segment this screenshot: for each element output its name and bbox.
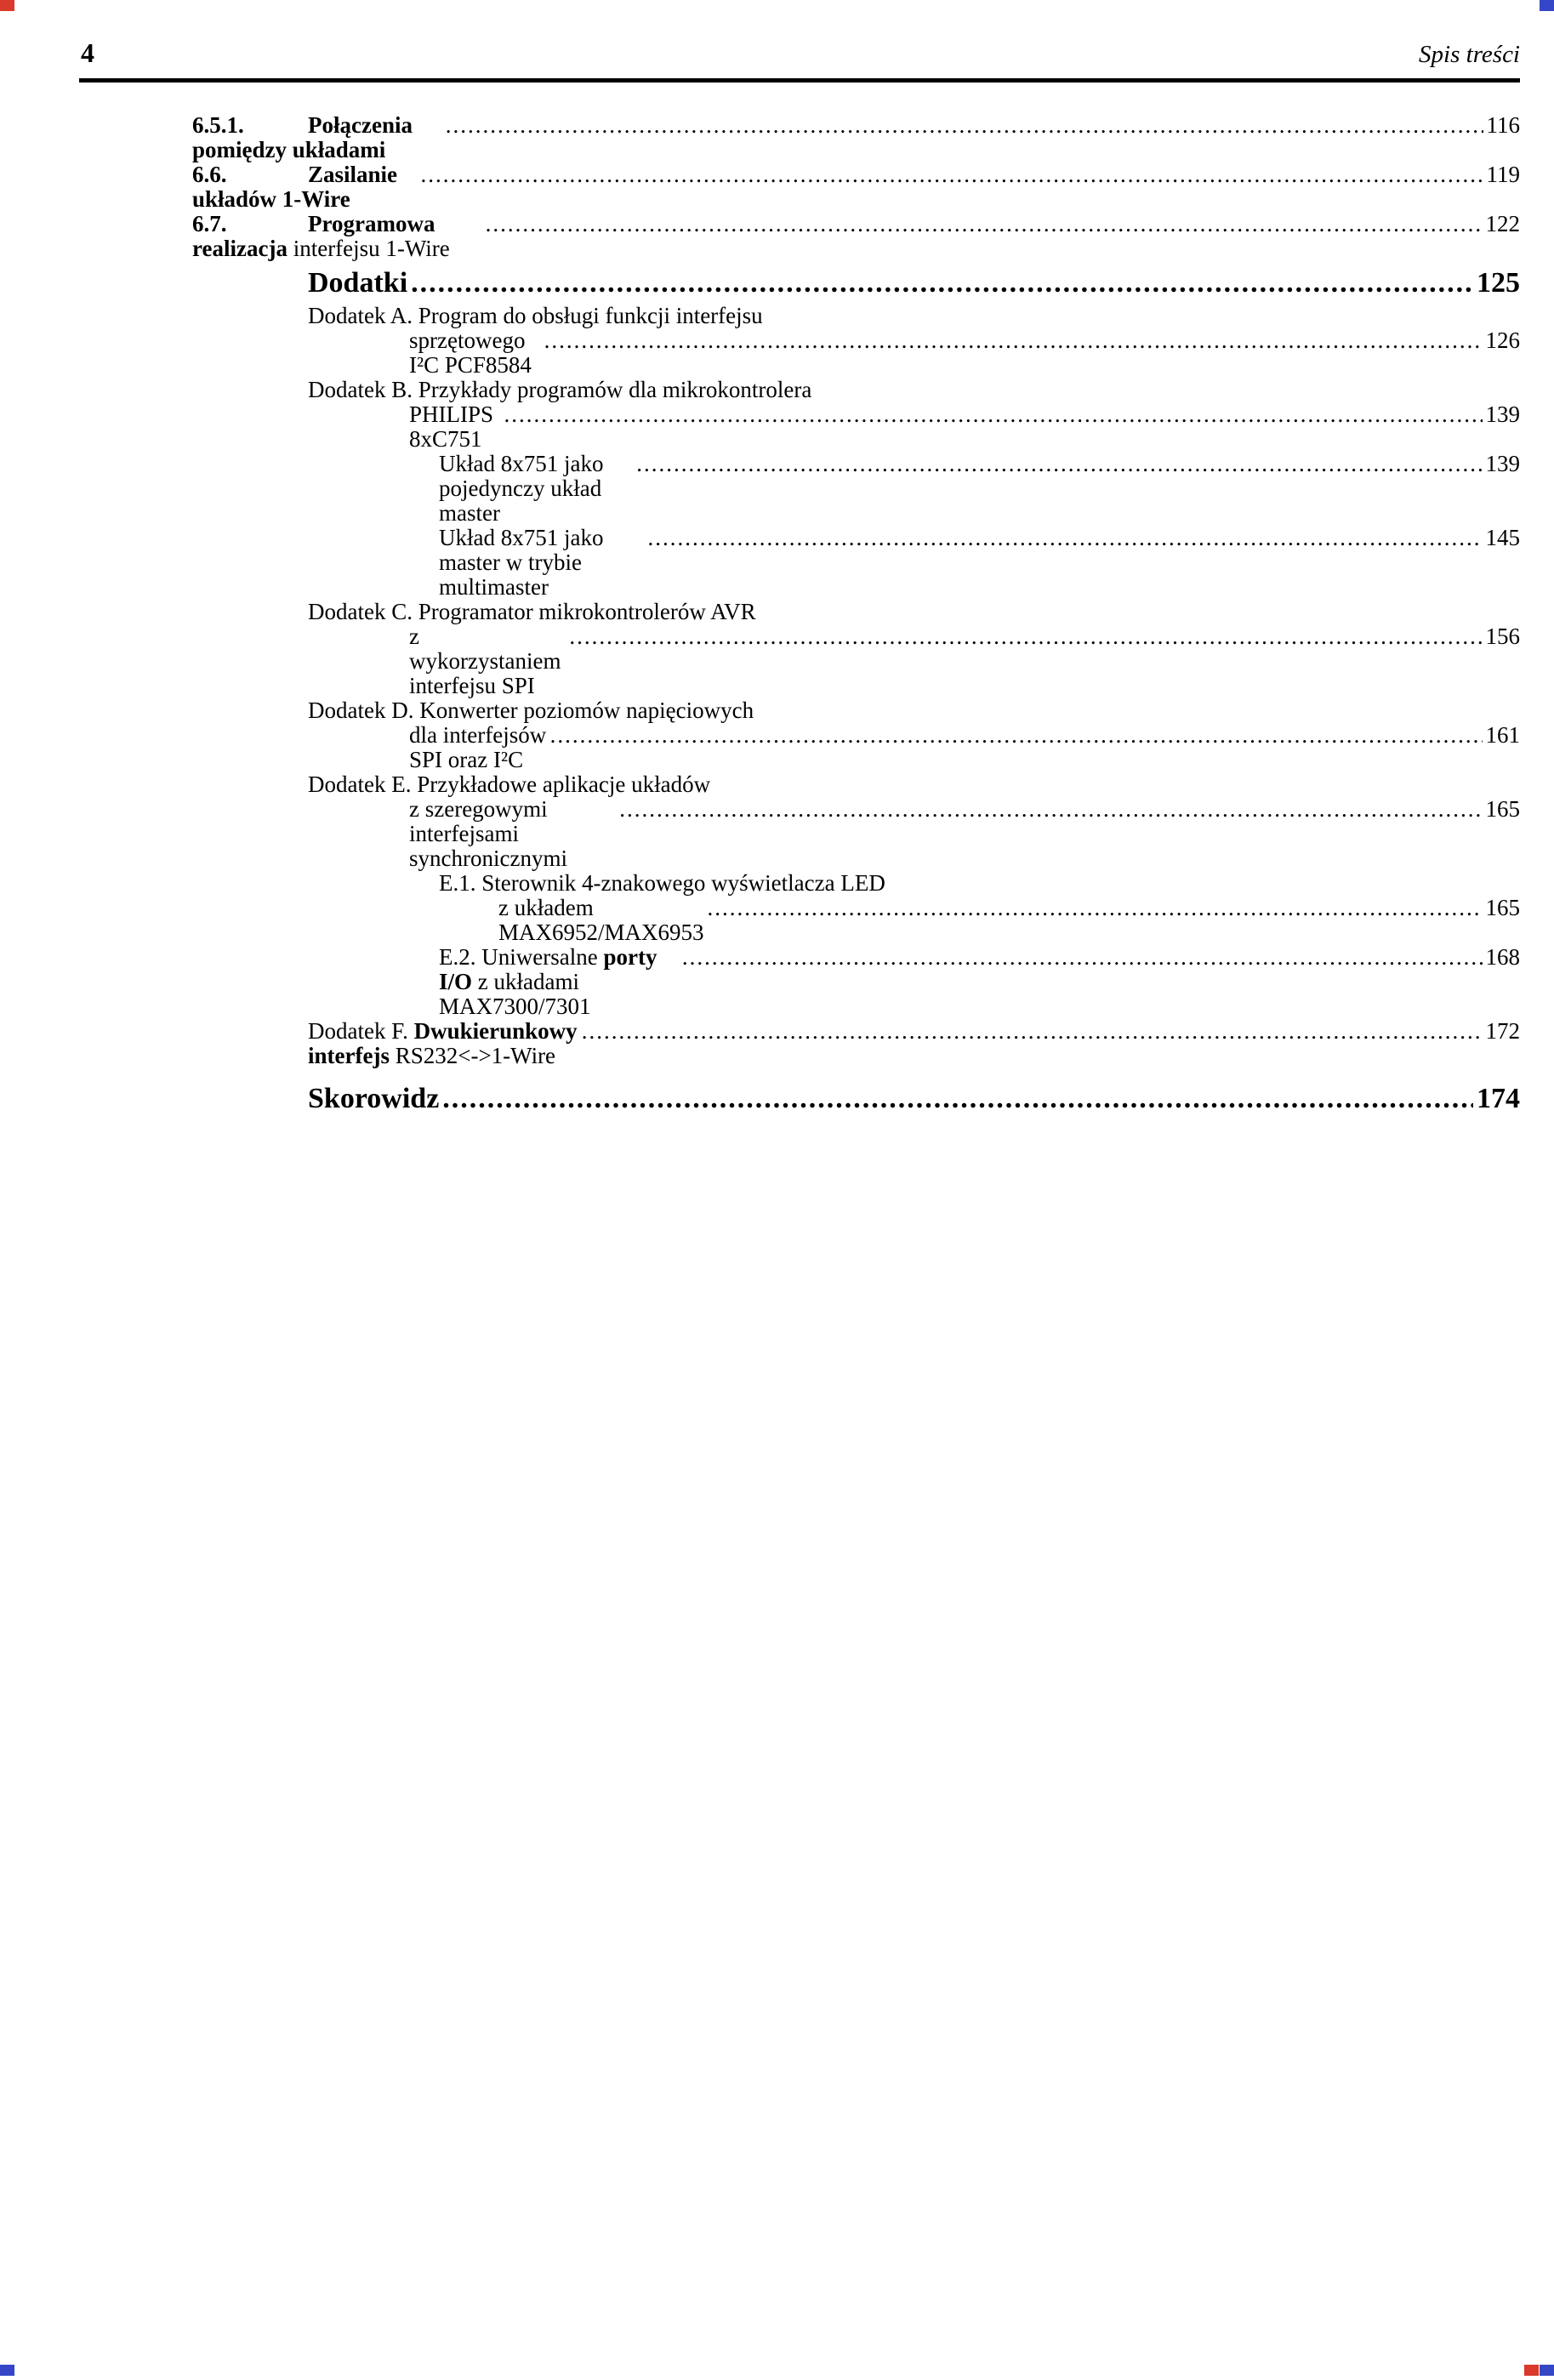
toc-entry-label <box>308 698 754 723</box>
toc-entry <box>192 402 1520 452</box>
toc-entry <box>192 162 1520 212</box>
toc-entry <box>192 212 1520 261</box>
page-number: 4 <box>81 37 94 68</box>
toc-entry-text: z wykorzystaniem interfejsu SPI <box>409 623 567 698</box>
toc-entry-text: dla interfejsów SPI oraz I²C <box>409 722 552 772</box>
dot-leader <box>636 452 1482 476</box>
toc-entry-label <box>308 378 811 402</box>
toc-entry-page: 161 <box>1485 722 1520 748</box>
dot-leader <box>619 797 1482 822</box>
toc-entry <box>192 600 1520 624</box>
toc-entry-page: 122 <box>1485 211 1520 236</box>
toc-entry-label <box>192 212 482 261</box>
dot-leader <box>682 945 1483 970</box>
toc-entry-label <box>409 797 616 871</box>
toc-entry-page: 119 <box>1486 162 1520 187</box>
toc-entry-page: 139 <box>1485 401 1520 427</box>
toc-entry-label <box>409 402 500 452</box>
toc-entry-label <box>409 722 552 772</box>
scan-artifact-top-right <box>1540 0 1554 11</box>
toc-entry-label <box>192 113 442 162</box>
toc-entry-text: PHILIPS 8xC751 <box>409 401 499 452</box>
toc-entry-page: 168 <box>1485 944 1520 970</box>
toc-entry-page: 174 <box>1477 1083 1520 1114</box>
toc-entry-text: Skorowidz <box>308 1083 440 1114</box>
toc-entry <box>192 1082 1520 1116</box>
toc-entry-page: 116 <box>1486 112 1520 138</box>
toc-entry-label <box>409 624 566 698</box>
dot-leader <box>708 896 1483 920</box>
toc-entry <box>192 526 1520 600</box>
scan-artifact-bottom-left <box>0 2365 14 2376</box>
toc-entry-label <box>409 328 541 378</box>
toc-entry-text: Dodatek A. Program do obsługi funkcji interfejsu <box>308 303 763 328</box>
toc-entry-label <box>308 266 407 300</box>
toc-entry <box>192 871 1520 896</box>
toc-entry <box>192 452 1520 526</box>
toc-entry-page: 139 <box>1485 451 1520 476</box>
toc-entry <box>192 698 1520 723</box>
dot-leader <box>550 723 1483 748</box>
dot-leader <box>486 212 1483 236</box>
toc-entry <box>192 945 1520 1019</box>
toc-entry-label <box>439 526 644 600</box>
toc-entry-text: Dodatek B. Przykłady programów dla mikrokontrolera <box>308 377 812 402</box>
dot-leader <box>442 1082 1473 1116</box>
dot-leader <box>446 113 1483 138</box>
toc-entry <box>192 113 1520 162</box>
toc-entry <box>192 896 1520 945</box>
toc-entry-number: 6.5.1. <box>192 112 244 138</box>
toc-entry-page: 126 <box>1485 327 1520 353</box>
toc-entry-number: 6.7. <box>192 211 227 236</box>
scan-artifact-top-left <box>0 0 14 11</box>
toc-entry-page: 156 <box>1485 623 1520 649</box>
document-page <box>0 0 1554 1116</box>
toc-entry <box>192 1019 1520 1068</box>
toc-entry-label <box>192 162 417 212</box>
toc-entry-label <box>439 945 679 1019</box>
toc-entry-label <box>439 871 885 896</box>
scan-artifact-bottom-right-red <box>1524 2365 1539 2376</box>
toc-entry-text: Dodatek F. <box>308 1018 414 1044</box>
toc-entry-label <box>308 1082 439 1116</box>
toc-entry-label <box>308 1018 583 1068</box>
running-title: Spis treści <box>1419 41 1520 68</box>
toc-entry-number: 6.6. <box>192 162 227 187</box>
toc-entry <box>192 723 1520 772</box>
toc-entry <box>192 624 1520 698</box>
toc-entry-page: 145 <box>1485 525 1520 550</box>
toc-entry-label <box>308 600 756 624</box>
toc-entry-label <box>308 772 710 797</box>
toc-entry-text: z szeregowymi interfejsami synchronicznymi <box>409 796 567 871</box>
table-of-contents <box>192 113 1520 1116</box>
toc-entry-text: Dodatek E. Przykładowe aplikacje układów <box>308 772 711 797</box>
toc-entry-text: Dwukierunkowy interfejs <box>308 1018 583 1068</box>
toc-entry-text: E.2. Uniwersalne <box>439 944 604 970</box>
dot-leader <box>647 526 1482 550</box>
toc-entry-text: Dodatek D. Konwerter poziomów napięciowych <box>308 697 754 723</box>
dot-leader <box>582 1019 1483 1044</box>
toc-entry-label <box>498 896 704 945</box>
toc-entry-page: 125 <box>1477 267 1520 299</box>
toc-entry-text: Dodatek C. Programator mikrokontrolerów AVR <box>308 599 756 624</box>
header-rule-divider <box>79 78 1520 83</box>
dot-leader <box>504 402 1482 427</box>
scan-artifact-bottom-right-blue <box>1540 2365 1554 2376</box>
toc-entry-text: z układem MAX6952/MAX6953 <box>498 895 704 945</box>
dot-leader <box>411 266 1473 300</box>
toc-entry-page: 165 <box>1485 796 1520 822</box>
toc-entry-text: Programowa realizacja <box>192 211 441 261</box>
toc-entry <box>192 378 1520 402</box>
toc-entry-label <box>439 452 633 526</box>
dot-leader <box>544 328 1483 353</box>
dot-leader <box>569 624 1482 649</box>
toc-entry-text: Dodatki <box>308 267 408 299</box>
toc-entry-label <box>308 304 763 328</box>
toc-entry <box>192 328 1520 378</box>
toc-entry <box>192 304 1520 328</box>
toc-entry-page: 172 <box>1485 1018 1520 1044</box>
toc-entry <box>192 797 1520 871</box>
toc-entry-text: Układ 8x751 jako pojedynczy układ master <box>439 451 610 526</box>
toc-entry-text: E.1. Sterownik 4-znakowego wyświetlacza LED <box>439 870 885 896</box>
toc-entry-text: Połączenia pomiędzy układami <box>192 112 418 162</box>
toc-entry-text: interfejsu 1-Wire <box>293 236 450 261</box>
toc-entry-text: sprzętowego I²C PCF8584 <box>409 327 532 378</box>
toc-entry <box>192 772 1520 797</box>
toc-entry-page: 165 <box>1485 895 1520 920</box>
page-header <box>0 0 1554 70</box>
toc-entry-text: Układ 8x751 jako master w trybie multimaster <box>439 525 610 600</box>
toc-entry-text: porty I/O <box>439 944 663 994</box>
toc-entry-text: RS232<->1-Wire <box>395 1043 556 1068</box>
toc-entry-text: z układami MAX7300/7301 <box>439 969 591 1019</box>
toc-entry <box>192 266 1520 300</box>
toc-entry-text: Zasilanie układów 1-Wire <box>192 162 403 212</box>
dot-leader <box>420 162 1483 187</box>
